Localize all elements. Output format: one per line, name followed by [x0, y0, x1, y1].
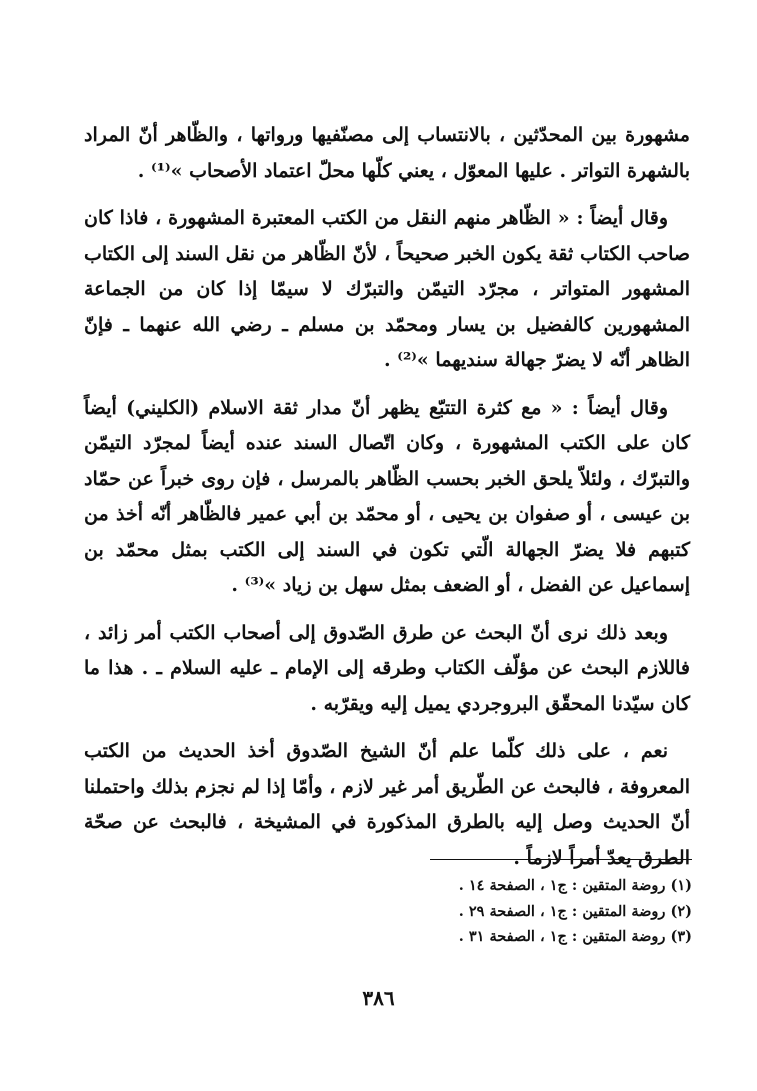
footnote-divider	[430, 859, 692, 860]
footnotes	[380, 873, 692, 950]
paragraph-continuation: مشهورة بين المحدّثين ، بالانتساب إلى مصنّفيها ورواتها ، والظّاهر أنّ المراد بالشهرة التواتر . عليها المعوّل ، يعني كلّها محلّ اعتماد الأصحاب »⁽¹⁾ .	[84, 124, 690, 182]
footnote-2: (٢) روضة المتقين : ج١ ، الصفحة ٢٩ .	[458, 902, 692, 920]
paragraph-quote-3: وقال أيضاً : « مع كثرة التتبّع يظهر أنّ مدار ثقة الاسلام (الكليني) أيضاً كان على الكتب المشهورة ، وكان اتّصال السند عنده أيضاً لمجرّد التيمّن والتبرّك ، ولئلاّ يلحق الخبر بحسب الظّاهر بالمرسل ، فإن روى خبراً عن حمّاد بن عيسى ، أو صفوان بن يحيى ، أو محمّد بن أبي عمير فالظّاهر أنّه أخذ من كتبهم فلا يضرّ الجهالة الّتي تكون في السند إلى الكتب بمثل محمّد بن إسماعيل عن الفضل ، أو الضعف بمثل سهل بن زياد »⁽³⁾ .	[84, 396, 690, 596]
footnote-3: (٣) روضة المتقين : ج١ ، الصفحة ٣١ .	[458, 928, 692, 945]
main-text	[84, 118, 690, 888]
paragraph-quote-2: وقال أيضاً : « الظّاهر منهم النقل من الكتب المعتبرة المشهورة ، فاذا كان صاحب الكتاب ثقة يكون الخبر صحيحاً ، لأنّ الظّاهر من نقل السند إلى الكتاب المشهور المتواتر ، مجرّد التيمّن والتبرّك لا سيمّا إذا كان من الجماعة المشهورين كالفضيل بن يسار ومحمّد بن مسلم ـ رضي الله عنهما ـ فإنّ الظاهر أنّه لا يضرّ جهالة سنديهما »⁽²⁾ .	[84, 207, 690, 371]
paragraph-final: نعم ، على ذلك كلّما علم أنّ الشيخ الصّدوق أخذ الحديث من الكتب المعروفة ، فالبحث عن الطّريق أمر غير لازم ، وأمّا إذا لم نجزم بذلك واحتملنا أنّ الحديث وصل إليه بالطرق المذكورة في المشيخة ، فالبحث عن صحّة الطرق يعدّ أمراً لازماً .	[84, 740, 690, 869]
footnote-1: (١) روضة المتقين : ج١ ، الصفحة ١٤ .	[458, 877, 692, 894]
page-number: ٣٨٦	[362, 986, 395, 1010]
paragraph-conclusion: وبعد ذلك نرى أنّ البحث عن طرق الصّدوق إلى أصحاب الكتب أمر زائد ، فاللازم البحث عن مؤلّف الكتاب وطرقه إلى الإمام ـ عليه السلام ـ . هذا ما كان سيّدنا المحقّق البروجردي يميل إليه ويقرّبه .	[84, 621, 690, 715]
